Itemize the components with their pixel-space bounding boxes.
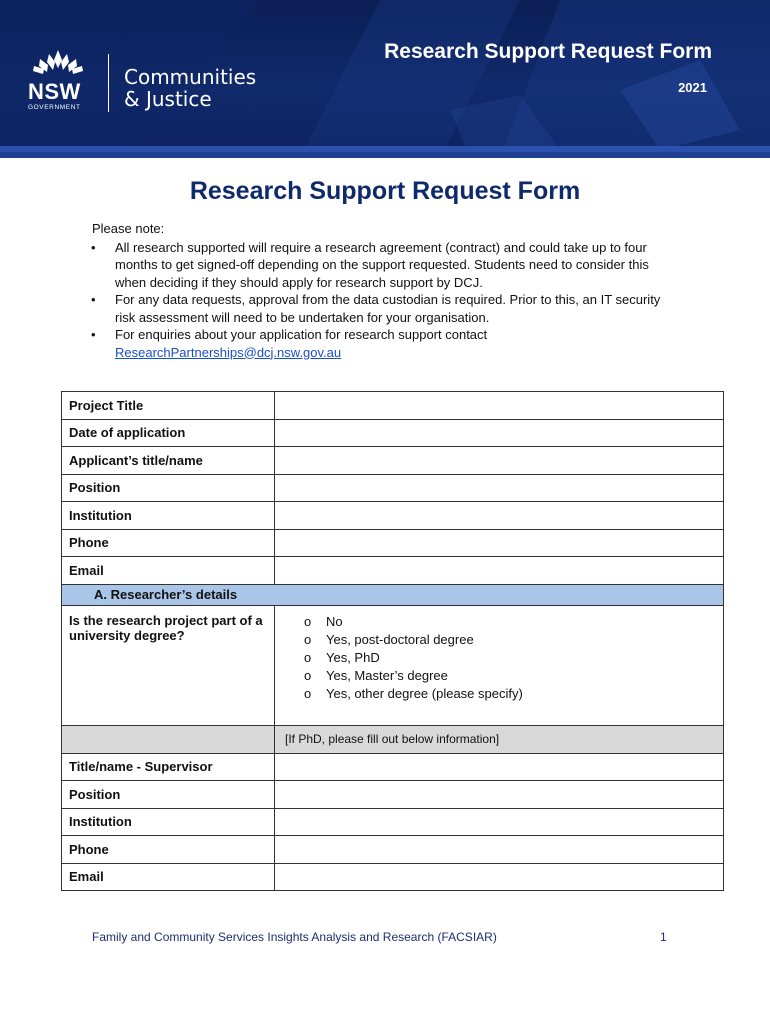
table-row	[62, 753, 724, 781]
empty-cell	[62, 725, 275, 753]
field-label: Phone	[62, 836, 275, 864]
notes-list	[92, 239, 682, 362]
option-label: Yes, Master’s degree	[326, 668, 448, 684]
request-form-table	[61, 391, 724, 891]
notes-section	[92, 220, 682, 361]
notes-lead: Please note:	[92, 221, 165, 236]
field-label: Email	[62, 557, 275, 585]
logo-divider	[108, 54, 109, 112]
field-label: Title/name - Supervisor	[62, 753, 275, 781]
applicant-position-input[interactable]	[275, 474, 724, 502]
field-label: Phone	[62, 529, 275, 557]
banner-background-graphic	[0, 0, 770, 158]
table-row	[62, 863, 724, 891]
banner-title: Research Support Request Form	[384, 40, 712, 63]
note-text: All research supported will require a research agreement (contract) and could take up to four months to get signed-off depending on the support requested. Students need to consider this when deciding if they should apply for research support by DCJ.	[115, 239, 649, 290]
field-label: Email	[62, 863, 275, 891]
project-title-input[interactable]	[275, 392, 724, 420]
footer-text: Family and Community Services Insights Analysis and Research (FACSIAR)	[92, 930, 497, 944]
date-of-application-input[interactable]	[275, 419, 724, 447]
phd-note-row	[62, 725, 724, 753]
table-row	[62, 392, 724, 420]
table-row	[62, 419, 724, 447]
field-label: Position	[62, 781, 275, 809]
field-label: Position	[62, 474, 275, 502]
field-label: Institution	[62, 808, 275, 836]
degree-option[interactable]	[304, 631, 716, 649]
table-row	[62, 836, 724, 864]
option-marker: o	[304, 649, 312, 665]
option-marker: o	[304, 613, 312, 629]
applicant-name-input[interactable]	[275, 447, 724, 475]
communities-justice-brand	[124, 66, 256, 110]
degree-question-label: Is the research project part of a university degree?	[62, 605, 275, 725]
field-label: Applicant’s title/name	[62, 447, 275, 475]
note-item	[92, 239, 682, 292]
brand-line-1: Communities	[124, 65, 257, 89]
nsw-government-logo	[28, 48, 100, 111]
degree-option[interactable]	[304, 667, 716, 685]
table-row	[62, 474, 724, 502]
bullet-marker: •	[91, 292, 96, 307]
option-label: Yes, other degree (please specify)	[326, 686, 523, 702]
degree-options-list	[282, 613, 716, 704]
field-label: Institution	[62, 502, 275, 530]
logo-nsw-text: NSW	[28, 79, 81, 104]
section-header-row	[62, 584, 724, 605]
option-label: Yes, post-doctoral degree	[326, 631, 474, 647]
brand-line-2: & Justice	[124, 87, 212, 111]
table-row	[62, 605, 724, 725]
applicant-institution-input[interactable]	[275, 502, 724, 530]
option-label: Yes, PhD	[326, 649, 380, 665]
supervisor-institution-input[interactable]	[275, 808, 724, 836]
contact-email-link[interactable]: ResearchPartnerships@dcj.nsw.gov.au	[115, 344, 342, 360]
banner-year: 2021	[678, 80, 707, 95]
table-row	[62, 502, 724, 530]
note-text: For enquiries about your application for research support contact	[115, 327, 488, 342]
page-title: Research Support Request Form	[189, 177, 581, 205]
field-label: Project Title	[62, 392, 275, 420]
option-marker: o	[304, 686, 312, 702]
option-label: No	[326, 613, 343, 629]
note-text: For any data requests, approval from the data custodian is required. Prior to this, an IT security risk assessment will need to be undertaken for your organisation.	[115, 292, 661, 325]
supervisor-phone-input[interactable]	[275, 836, 724, 864]
supervisor-email-input[interactable]	[275, 863, 724, 891]
table-row	[62, 529, 724, 557]
note-item	[92, 291, 682, 326]
applicant-email-input[interactable]	[275, 557, 724, 585]
degree-option[interactable]	[304, 613, 716, 631]
degree-option[interactable]	[304, 685, 716, 703]
option-marker: o	[304, 631, 312, 647]
bullet-marker: •	[91, 327, 96, 342]
table-row	[62, 557, 724, 585]
section-a-heading: A. Researcher’s details	[62, 584, 724, 605]
degree-options-cell	[275, 605, 724, 725]
table-row	[62, 781, 724, 809]
note-item	[92, 326, 682, 361]
header-banner	[0, 0, 770, 158]
table-row	[62, 447, 724, 475]
waratah-icon	[28, 48, 88, 74]
applicant-phone-input[interactable]	[275, 529, 724, 557]
page-number: 1	[660, 930, 667, 944]
logo-government-text: GOVERNMENT	[28, 104, 81, 111]
supervisor-name-input[interactable]	[275, 753, 724, 781]
phd-note: [If PhD, please fill out below information]	[275, 725, 724, 753]
bullet-marker: •	[91, 239, 96, 255]
table-row	[62, 808, 724, 836]
option-marker: o	[304, 668, 312, 684]
field-label: Date of application	[62, 419, 275, 447]
supervisor-position-input[interactable]	[275, 781, 724, 809]
degree-option[interactable]	[304, 649, 716, 667]
